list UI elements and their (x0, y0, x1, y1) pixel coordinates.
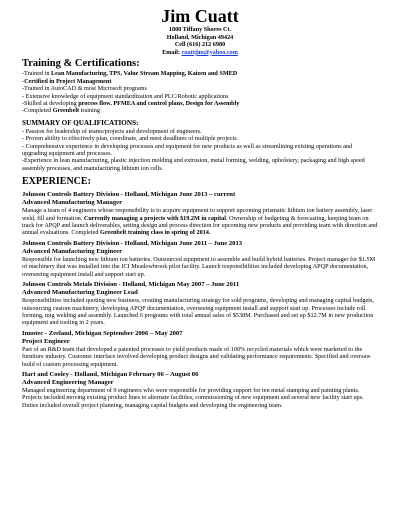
job-entry (22, 281, 378, 327)
training-item (22, 78, 378, 85)
job-description-text: Part of an R&D team that developed a patented processes to yield products made of 100% recycled materials which were marketed to the furniture industry. Customer interface involved developing product designs and validating performance requirements. Specified and oversaw build of custom processing equipment. (22, 345, 371, 368)
job-list (22, 191, 378, 409)
summary-item: - Passion for leadership of teams/projects and development of engineers. (22, 127, 202, 135)
experience-title: EXPERIENCE: (22, 176, 91, 188)
training-text: - (22, 77, 25, 85)
job-entry (22, 240, 378, 278)
job-description-text: Managed engineering department of 9 engineers who were responsible for providing support for ten metal stamping and painting plants. Projects included moving existing product lines to alternate facilities, commissioning of new equipment and several new facility start ups. Duties included overall project planning, managing capital budgets and developing the engineering team. (22, 386, 364, 409)
training-item (22, 100, 378, 107)
city-address: Holland, Michigan 49424 (166, 33, 234, 41)
summary-list (22, 128, 378, 172)
job-company: Johnson Controls Metals Division - Holland, Michigan May 2007 – June 2011 (22, 281, 240, 289)
job-entry (22, 371, 378, 409)
training-text: -Trained in (22, 70, 51, 78)
job-description-text: . Ownership of budgeting & forecasting, keeping team on track for APQP and launch deliverables, setting design and process direction for upcoming new products and providing team with direction and annual evaluations. Completed (22, 214, 378, 237)
summary-item: -Experience in lean manufacturing, plastic injection molding and extrusion, metal forming, welding, upholstery, packaging and high speed assembly processes, and manufacturing lithium ion cells. (22, 157, 365, 172)
training-text: -Trained in AutoCAD & most Microsoft programs (22, 85, 147, 93)
job-description (22, 387, 378, 409)
job-entry (22, 191, 378, 237)
job-description (22, 207, 378, 237)
candidate-name: Jim Cuatt (161, 6, 239, 26)
training-item (22, 85, 378, 92)
job-description (22, 256, 378, 278)
training-list (22, 70, 378, 114)
job-role: Advanced Manufacturing Manager (22, 199, 123, 207)
job-description-text: Manage a team of 4 engineers whose responsibility is to acquire equipment to support upcoming prismatic lithium ion battery assembly, laser weld, fill and formation. (22, 207, 373, 222)
job-company: Hart and Cooley - Holland, Michigan February 06 – August 06 (22, 370, 199, 378)
resume-header (22, 6, 378, 56)
job-role: Project Engineer (22, 337, 70, 345)
training-highlight: process flow, PFMEA and control plans, Design for Assembly (78, 100, 240, 107)
job-role: Advanced Manufacturing Engineer Lead (22, 289, 138, 297)
training-item (22, 93, 378, 100)
job-description-text: Responsible for launching new lithium ion batteries. Outsourced equipment to assemble and build hybrid batteries. Project manager for $1.5M of machinery that was installed into the JCI Meadowbrook pilot facility. Launch responsibilities included developing APQP documentation, overseeing equipment install and support start up. (22, 255, 376, 278)
job-description (22, 297, 378, 327)
training-title: Training & Certifications: (22, 58, 140, 70)
training-text: - Extensive knowledge of equipment standardization and PLC/Robotic applications (22, 92, 229, 100)
street-address: 1800 Tiffany Shores Ct. (168, 26, 232, 33)
job-description (22, 346, 378, 368)
training-item (22, 70, 378, 77)
training-item (22, 107, 378, 114)
job-company: Johnson Controls Battery Division - Holland, Michigan June 2011 – June 2013 (22, 239, 243, 247)
email-line (22, 49, 378, 57)
job-description-text: Currently managing a projects with $19.2M in capital (83, 214, 226, 222)
training-highlight: Certified in Project Management (24, 77, 112, 85)
training-highlight: Greenbelt (52, 107, 80, 115)
training-text: -Skilled at developing (22, 100, 79, 107)
job-description-text: Greenbelt training class in spring of 2014. (100, 229, 211, 237)
job-role: Advanced Manufacturing Engineer (22, 247, 123, 255)
job-company: Johnson Controls Battery Division - Holland, Michigan June 2013 – current (22, 191, 236, 199)
job-company: Innotec - Zeeland, Michigan September 2006 – May 2007 (22, 329, 183, 337)
summary-item: - Proven ability to effectively plan, coordinate, and meet deadlines of multiple projects. (22, 135, 239, 143)
summary-item: - Comprehensive experience in developing processes and equipment for new products as well as streamlining existing operations and upgrading equipment and processes. (22, 142, 353, 158)
job-role: Advanced Engineering Manager (22, 378, 114, 386)
summary-title: SUMMARY OF QUALIFICATIONS: (22, 118, 139, 127)
phone-number: Cell (616) 212 6980 (174, 41, 226, 49)
job-description-text: Responsibilities included quoting new business, creating manufacturing strategy for sold programs, developing and managing capital budgets, outsourcing custom machinery, developing APQP documentation, overseeing equipment install and support start up. Processes include roll forming, mig welding and assembly. Launched 6 programs with total annual sales of $538M. Purchased and set up $12.7M in new production equipment and tooling in 2 years. (22, 297, 374, 327)
email-link[interactable]: cuattjim@yahoo.com (181, 48, 238, 56)
job-entry (22, 330, 378, 368)
training-highlight: Lean Manufacturing, TPS, Value Stream Mapping, Kaizen and SMED (51, 70, 238, 78)
email-label: Email: (162, 48, 180, 56)
training-text: -Completed (22, 107, 53, 115)
training-text: training (79, 107, 100, 115)
